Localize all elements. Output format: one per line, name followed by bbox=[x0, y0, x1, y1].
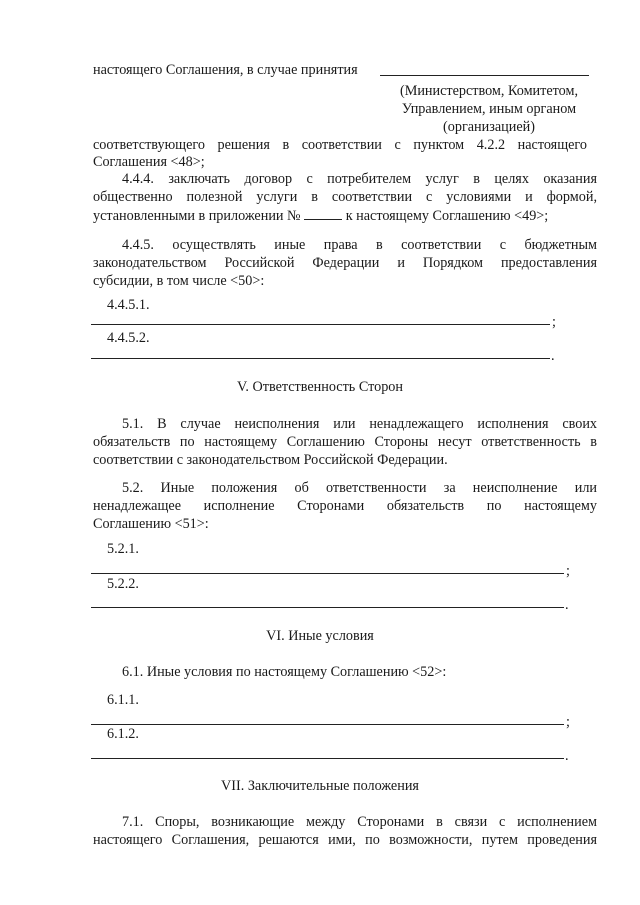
text-line: . bbox=[565, 597, 569, 613]
text-line: 6.1. Иные условия по настоящему Соглашению <52>: bbox=[122, 664, 447, 680]
section-heading: V. Ответственность Сторон bbox=[237, 379, 403, 395]
text-line bbox=[93, 61, 358, 79]
text-line: законодательством Российской Федерации и Порядком предоставления bbox=[93, 255, 597, 271]
text-line: 4.4.5. осуществлять иные права в соответствии с бюджетным bbox=[122, 237, 597, 253]
text-line: соответствующего решения в соответствии с пунктом 4.2.2 настоящего bbox=[93, 137, 587, 153]
text-line: 5.2. Иные положения об ответственности за неисполнение или bbox=[122, 480, 597, 496]
blank-line bbox=[91, 358, 550, 359]
text-line: 7.1. Споры, возникающие между Сторонами в связи с исполнением bbox=[122, 814, 597, 830]
text-line: 6.1.2. bbox=[107, 726, 139, 742]
text-line: субсидии, в том числе <50>: bbox=[93, 273, 265, 289]
text-line: настоящего Соглашения, решаются ими, по возможности, путем проведения bbox=[93, 832, 597, 848]
text-line: . bbox=[551, 348, 555, 364]
text-line: Соглашения <48>; bbox=[93, 154, 205, 170]
text-line: ; bbox=[566, 563, 570, 579]
text-line: ненадлежащее исполнение Сторонами обязательств по настоящему bbox=[93, 498, 597, 514]
text-line: 4.4.5.1. bbox=[107, 297, 150, 313]
blank-line bbox=[91, 607, 564, 608]
text-line: 5.2.1. bbox=[107, 541, 139, 557]
text-line: соответствии с законодательством Российской Федерации. bbox=[93, 452, 448, 468]
section-heading: VII. Заключительные положения bbox=[221, 778, 419, 794]
text-line: общественно полезной услуги в соответствии с условиями и формой, bbox=[93, 189, 597, 205]
text-line: обязательств по настоящему Соглашению Стороны несут ответственность в bbox=[93, 434, 597, 450]
text-line: (Министерством, Комитетом, bbox=[399, 83, 578, 99]
text-span: настоящего Соглашения, в случае принятия bbox=[93, 62, 358, 78]
text-line: 5.2.2. bbox=[107, 576, 139, 592]
text-line: 4.4.5.2. bbox=[107, 330, 150, 346]
section-heading: VI. Иные условия bbox=[266, 628, 374, 644]
text-span: установленными в приложении № bbox=[93, 208, 301, 224]
text-line: ; bbox=[552, 314, 556, 330]
text-span: к настоящему Соглашению <49>; bbox=[345, 208, 549, 224]
blank-line-authority bbox=[380, 75, 589, 76]
blank-line bbox=[91, 758, 564, 759]
text-line: ; bbox=[566, 714, 570, 730]
text-line: . bbox=[565, 748, 569, 764]
text-line: 4.4.4. заключать договор с потребителем услуг в целях оказания bbox=[122, 171, 597, 187]
text-line: 6.1.1. bbox=[107, 692, 139, 708]
text-line: 5.1. В случае неисполнения или ненадлежащего исполнения своих bbox=[122, 416, 597, 432]
text-line: Управлением, иным органом bbox=[401, 101, 577, 117]
text-line: (организацией) bbox=[443, 119, 535, 135]
text-line: Соглашению <51>: bbox=[93, 516, 209, 532]
text-line bbox=[93, 206, 548, 225]
blank-line-appendix-number bbox=[304, 206, 342, 220]
blank-line bbox=[91, 573, 564, 574]
blank-line bbox=[91, 324, 550, 325]
blank-line bbox=[91, 724, 564, 725]
